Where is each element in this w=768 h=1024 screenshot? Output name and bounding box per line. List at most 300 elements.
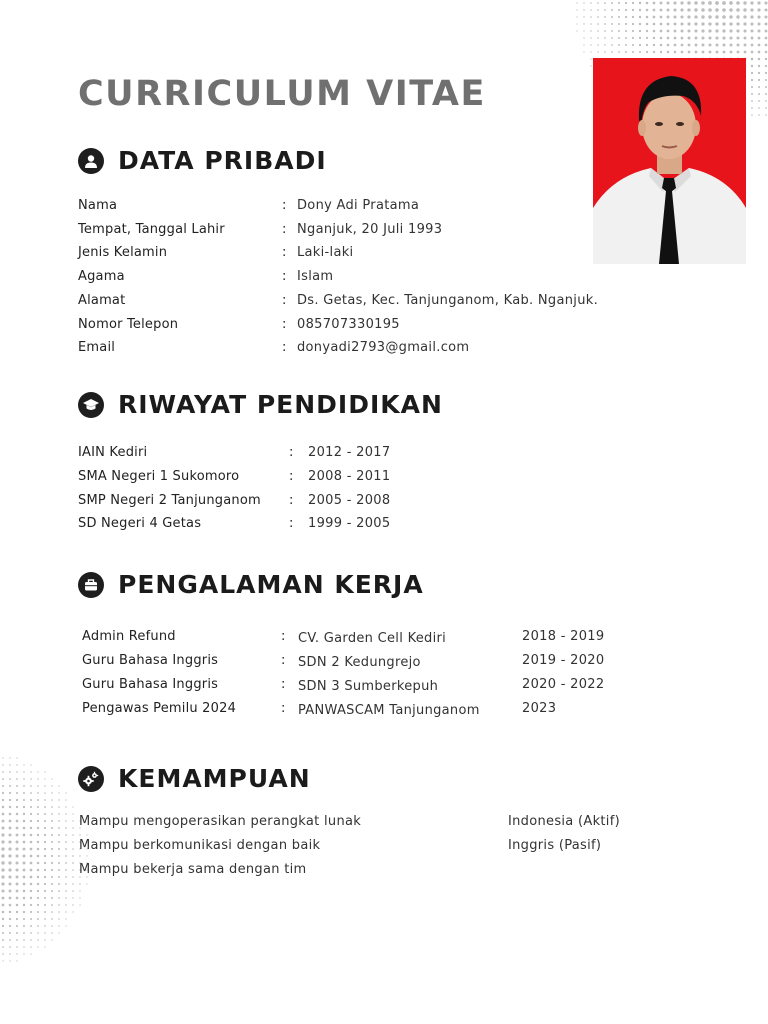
- decorative-dot: [750, 1, 753, 4]
- decorative-dot: [51, 911, 53, 913]
- decorative-dot: [8, 854, 11, 857]
- decorative-dot: [736, 22, 739, 25]
- decorative-dot: [737, 51, 740, 54]
- job-years: 2020 - 2022: [522, 677, 605, 692]
- decorative-dot: [743, 15, 746, 18]
- decorative-dot: [583, 30, 584, 31]
- decorative-dot: [764, 8, 767, 11]
- school-years: 1999 - 2005: [308, 516, 391, 532]
- separator: :: [282, 245, 287, 261]
- decorative-dot: [723, 44, 726, 47]
- decorative-dot: [646, 37, 648, 39]
- decorative-dot: [51, 820, 53, 822]
- separator: :: [282, 221, 287, 237]
- decorative-dot: [632, 44, 634, 46]
- decorative-dot: [72, 876, 74, 878]
- decorative-dot: [625, 44, 627, 46]
- decorative-dot: [583, 51, 584, 52]
- decorative-dot: [37, 806, 39, 808]
- decorative-dot: [23, 785, 25, 787]
- decorative-dot: [715, 15, 719, 19]
- decorative-dot: [765, 51, 768, 54]
- decorative-dot: [604, 30, 606, 32]
- decorative-dot: [757, 15, 760, 18]
- decorative-dot: [58, 806, 60, 808]
- decorative-dot: [9, 792, 11, 794]
- decorative-dot: [737, 44, 740, 47]
- decorative-dot: [37, 785, 39, 787]
- decorative-dot: [660, 16, 663, 19]
- decorative-dot: [65, 904, 67, 906]
- decorative-dot: [58, 876, 60, 878]
- decorative-dot: [44, 904, 46, 906]
- decorative-dot: [758, 107, 760, 109]
- decorative-dot: [58, 785, 59, 786]
- decorative-dot: [695, 37, 698, 40]
- decorative-dot: [653, 30, 656, 33]
- decorative-dot: [673, 1, 676, 4]
- decorative-dot: [65, 820, 67, 822]
- decorative-dot: [695, 51, 698, 54]
- decorative-dot: [16, 904, 19, 907]
- decorative-dot: [16, 792, 18, 794]
- decorative-dot: [51, 939, 52, 940]
- decorative-dot: [708, 15, 711, 18]
- decorative-dot: [37, 946, 38, 947]
- decorative-dot: [702, 44, 705, 47]
- decorative-dot: [58, 932, 59, 933]
- decorative-dot: [716, 51, 719, 54]
- decorative-dot: [750, 15, 753, 18]
- decorative-dot: [590, 51, 591, 52]
- decorative-dot: [23, 771, 25, 773]
- decorative-dot: [30, 827, 32, 829]
- decorative-dot: [625, 37, 627, 39]
- decorative-dot: [51, 785, 52, 786]
- decorative-dot: [58, 904, 60, 906]
- decorative-dot: [9, 911, 11, 913]
- separator: :: [282, 316, 287, 332]
- decorative-dot: [79, 904, 80, 905]
- decorative-dot: [660, 44, 663, 47]
- decorative-dot: [765, 107, 767, 109]
- decorative-dot: [23, 848, 26, 851]
- decorative-dot: [65, 799, 66, 800]
- decorative-dot: [44, 771, 45, 772]
- decorative-dot: [23, 834, 26, 837]
- decorative-dot: [44, 778, 45, 779]
- decorative-dot: [30, 883, 33, 886]
- decorative-dot: [695, 44, 698, 47]
- decorative-dot: [79, 883, 80, 884]
- decorative-dot: [23, 806, 25, 808]
- decorative-dot: [694, 8, 697, 11]
- decorative-dot: [9, 764, 10, 765]
- decorative-dot: [23, 883, 26, 886]
- decorative-dot: [653, 9, 656, 12]
- decorative-dot: [744, 44, 747, 47]
- decorative-dot: [9, 827, 12, 830]
- decorative-dot: [23, 876, 26, 879]
- decorative-dot: [751, 72, 753, 74]
- decorative-dot: [1, 889, 4, 892]
- decorative-dot: [72, 827, 74, 829]
- decorative-dot: [51, 792, 53, 794]
- decorative-dot: [597, 2, 599, 4]
- decorative-dot: [715, 36, 718, 39]
- decorative-dot: [729, 36, 732, 39]
- section-title: PENGALAMAN KERJA: [118, 570, 424, 599]
- decorative-dot: [23, 897, 26, 900]
- decorative-dot: [72, 883, 74, 885]
- decorative-dot: [9, 820, 12, 823]
- skill-item: Mampu bekerja sama dengan tim: [79, 862, 307, 877]
- decorative-dot: [51, 897, 53, 899]
- decorative-dot: [2, 792, 4, 794]
- decorative-dot: [625, 2, 627, 4]
- decorative-dot: [9, 771, 11, 773]
- decorative-dot: [660, 23, 663, 26]
- decorative-dot: [750, 22, 753, 25]
- decorative-dot: [722, 1, 726, 5]
- decorative-dot: [583, 16, 584, 17]
- decorative-dot: [9, 834, 12, 837]
- decorative-dot: [639, 23, 641, 25]
- decorative-dot: [65, 876, 67, 878]
- decorative-dot: [72, 862, 74, 864]
- decorative-dot: [729, 1, 733, 5]
- decorative-dot: [611, 23, 613, 25]
- field-label: Agama: [78, 269, 125, 285]
- decorative-dot: [694, 29, 697, 32]
- decorative-dot: [23, 946, 25, 948]
- decorative-dot: [625, 9, 627, 11]
- decorative-dot: [758, 114, 760, 116]
- decorative-dot: [23, 939, 25, 941]
- decorative-dot: [757, 1, 760, 4]
- decorative-dot: [2, 813, 5, 816]
- decorative-dot: [8, 868, 11, 871]
- decorative-dot: [51, 806, 53, 808]
- school-name: SMP Negeri 2 Tanjunganom: [78, 492, 261, 508]
- field-label: Nama: [78, 198, 118, 213]
- decorative-dot: [65, 883, 67, 885]
- decorative-dot: [16, 778, 18, 780]
- decorative-dot: [30, 890, 32, 892]
- decorative-dot: [72, 806, 73, 807]
- decorative-dot: [16, 883, 19, 886]
- decorative-dot: [16, 813, 19, 816]
- job-years: 2023: [522, 701, 557, 716]
- decorative-dot: [667, 2, 670, 5]
- decorative-dot: [604, 9, 606, 11]
- decorative-dot: [639, 2, 641, 4]
- decorative-dot: [639, 30, 641, 32]
- decorative-dot: [65, 834, 67, 836]
- decorative-dot: [653, 37, 655, 39]
- decorative-dot: [23, 827, 26, 830]
- decorative-dot: [751, 79, 753, 81]
- decorative-dot: [44, 876, 46, 878]
- decorative-dot: [16, 757, 17, 758]
- decorative-dot: [639, 16, 641, 18]
- separator: :: [281, 629, 286, 644]
- decorative-dot: [681, 37, 684, 40]
- decorative-dot: [632, 16, 634, 18]
- separator: :: [282, 292, 287, 308]
- profile-photo: [593, 58, 746, 264]
- decorative-dot: [44, 925, 46, 927]
- decorative-dot: [58, 890, 60, 892]
- decorative-dot: [37, 827, 39, 829]
- decorative-dot: [701, 36, 704, 39]
- section-header-data-pribadi: [78, 146, 327, 175]
- decorative-dot: [51, 848, 53, 850]
- decorative-dot: [751, 65, 753, 67]
- decorative-dot: [632, 30, 634, 32]
- decorative-dot: [2, 960, 3, 961]
- decorative-dot: [751, 51, 754, 54]
- decorative-dot: [597, 23, 599, 25]
- decorative-dot: [30, 918, 32, 920]
- decorative-dot: [590, 37, 591, 38]
- decorative-dot: [722, 36, 725, 39]
- decorative-dot: [758, 30, 761, 33]
- decorative-dot: [2, 757, 3, 758]
- decorative-dot: [58, 918, 60, 920]
- decorative-dot: [590, 30, 591, 31]
- decorative-dot: [758, 65, 760, 67]
- decorative-dot: [758, 100, 760, 102]
- decorative-dot: [65, 918, 66, 919]
- field-label: Email: [78, 340, 116, 356]
- school-name: SMA Negeri 1 Sukomoro: [78, 468, 240, 484]
- decorative-dot: [667, 23, 670, 26]
- decorative-dot: [646, 44, 648, 46]
- decorative-dot: [30, 876, 33, 879]
- decorative-dot: [694, 1, 698, 5]
- decorative-dot: [673, 15, 676, 18]
- job-place: CV. Garden Cell Kediri: [298, 631, 447, 646]
- decorative-dot: [9, 799, 11, 801]
- decorative-dot: [618, 16, 620, 18]
- decorative-dot: [23, 820, 26, 823]
- decorative-dot: [9, 925, 11, 927]
- decorative-dot: [16, 946, 18, 948]
- decorative-dot: [44, 848, 46, 850]
- decorative-dot: [30, 771, 31, 772]
- decorative-dot: [51, 932, 52, 933]
- decorative-dot: [674, 23, 677, 26]
- decorative-dot: [37, 813, 39, 815]
- decorative-dot: [23, 904, 25, 906]
- decorative-dot: [16, 827, 19, 830]
- decorative-dot: [646, 23, 649, 26]
- decorative-dot: [667, 51, 669, 53]
- decorative-dot: [632, 2, 634, 4]
- decorative-dot: [680, 15, 683, 18]
- decorative-dot: [9, 939, 11, 941]
- decorative-dot: [750, 29, 753, 32]
- decorative-dot: [65, 925, 66, 926]
- separator: :: [281, 653, 286, 668]
- decorative-dot: [723, 51, 726, 54]
- decorative-dot: [590, 44, 591, 45]
- decorative-dot: [687, 22, 690, 25]
- school-years: 2012 - 2017: [308, 445, 391, 460]
- decorative-dot: [65, 855, 67, 857]
- decorative-dot: [23, 792, 25, 794]
- decorative-dot: [9, 918, 11, 920]
- decorative-dot: [72, 904, 73, 905]
- decorative-dot: [611, 37, 613, 39]
- decorative-dot: [736, 29, 739, 32]
- decorative-dot: [51, 799, 53, 801]
- decorative-dot: [2, 911, 5, 914]
- decorative-dot: [758, 51, 761, 54]
- decorative-dot: [611, 30, 613, 32]
- decorative-dot: [44, 834, 46, 836]
- decorative-dot: [639, 9, 641, 11]
- decorative-dot: [625, 16, 627, 18]
- decorative-dot: [667, 9, 670, 12]
- decorative-dot: [681, 44, 684, 47]
- decorative-dot: [765, 37, 768, 40]
- decorative-dot: [709, 51, 712, 54]
- decorative-dot: [687, 1, 690, 4]
- decorative-dot: [743, 1, 746, 4]
- section-title: DATA PRIBADI: [118, 146, 327, 175]
- job-role: Guru Bahasa Inggris: [82, 677, 219, 692]
- decorative-dot: [86, 834, 87, 835]
- decorative-dot: [30, 869, 33, 872]
- decorative-dot: [667, 37, 670, 40]
- decorative-dot: [758, 79, 760, 81]
- decorative-dot: [701, 1, 705, 5]
- decorative-dot: [618, 51, 620, 53]
- decorative-dot: [611, 2, 613, 4]
- job-role: Pengawas Pemilu 2024: [82, 701, 237, 716]
- decorative-dot: [597, 30, 599, 32]
- decorative-dot: [660, 30, 663, 33]
- decorative-dot: [9, 813, 12, 816]
- decorative-dot: [9, 897, 12, 900]
- decorative-dot: [23, 925, 25, 927]
- decorative-dot: [44, 855, 46, 857]
- decorative-dot: [632, 51, 634, 53]
- decorative-dot: [667, 30, 670, 33]
- decorative-dot: [674, 37, 677, 40]
- decorative-dot: [722, 29, 725, 32]
- decorative-dot: [736, 15, 739, 18]
- decorative-dot: [2, 778, 4, 780]
- decorative-dot: [576, 23, 577, 24]
- separator: :: [282, 269, 287, 285]
- decorative-dot: [2, 764, 4, 766]
- decorative-dot: [618, 30, 620, 32]
- decorative-dot: [9, 946, 11, 948]
- decorative-dot: [618, 44, 620, 46]
- decorative-dot: [44, 841, 46, 843]
- section-header-kemampuan: [78, 764, 311, 793]
- decorative-dot: [751, 86, 753, 88]
- decorative-dot: [37, 820, 39, 822]
- decorative-dot: [65, 806, 66, 807]
- decorative-dot: [701, 8, 705, 12]
- decorative-dot: [597, 37, 599, 39]
- decorative-dot: [23, 869, 26, 872]
- decorative-dot: [37, 925, 39, 927]
- job-place: SDN 3 Sumberkepuh: [298, 679, 439, 694]
- decorative-dot: [611, 51, 613, 53]
- decorative-dot: [23, 890, 26, 893]
- decorative-dot: [765, 30, 768, 33]
- decorative-dot: [604, 16, 606, 18]
- decorative-dot: [37, 904, 39, 906]
- decorative-dot: [750, 8, 753, 11]
- field-value: Dony Adi Pratama: [297, 198, 420, 213]
- decorative-dot: [58, 827, 60, 829]
- decorative-dot: [1, 868, 4, 871]
- decorative-dot: [65, 827, 67, 829]
- decorative-dot: [16, 939, 18, 941]
- decorative-dot: [758, 72, 760, 74]
- decorative-dot: [751, 107, 753, 109]
- decorative-dot: [736, 1, 740, 5]
- decorative-dot: [58, 813, 60, 815]
- decorative-dot: [1, 840, 4, 843]
- decorative-dot: [58, 925, 59, 926]
- decorative-dot: [618, 2, 620, 4]
- decorative-dot: [37, 848, 40, 851]
- decorative-dot: [583, 37, 584, 38]
- decorative-dot: [9, 806, 11, 808]
- decorative-dot: [37, 771, 38, 772]
- decorative-dot: [30, 785, 32, 787]
- decorative-dot: [722, 22, 725, 25]
- decorative-dot: [646, 9, 649, 12]
- decorative-dot: [751, 44, 754, 47]
- separator: :: [282, 198, 287, 213]
- decorative-dot: [646, 51, 648, 53]
- decorative-dot: [58, 911, 60, 913]
- decorative-dot: [37, 862, 40, 865]
- decorative-dot: [653, 2, 656, 5]
- decorative-dot: [590, 16, 592, 18]
- decorative-dot: [576, 30, 577, 31]
- decorative-dot: [72, 911, 73, 912]
- decorative-dot: [2, 771, 4, 773]
- decorative-dot: [751, 37, 754, 40]
- decorative-dot: [765, 79, 767, 81]
- decorative-dot: [611, 9, 613, 11]
- decorative-dot: [44, 799, 46, 801]
- decorative-dot: [681, 51, 684, 54]
- decorative-dot: [72, 897, 73, 898]
- decorative-dot: [743, 8, 746, 11]
- decorative-dot: [58, 841, 60, 843]
- decorative-dot: [51, 834, 53, 836]
- decorative-dot: [51, 876, 53, 878]
- job-years: 2018 - 2019: [522, 629, 605, 644]
- decorative-dot: [8, 847, 11, 850]
- decorative-dot: [58, 855, 60, 857]
- gears-icon: [78, 766, 104, 792]
- decorative-dot: [729, 22, 732, 25]
- decorative-dot: [23, 918, 25, 920]
- decorative-dot: [758, 93, 760, 95]
- decorative-dot: [44, 869, 46, 871]
